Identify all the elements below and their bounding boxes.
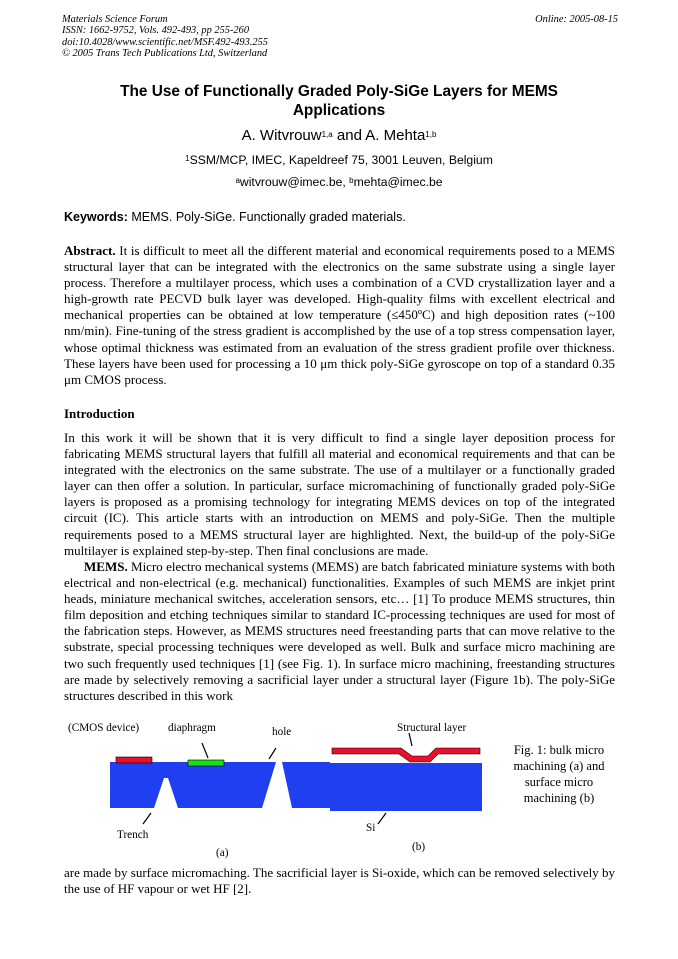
- author-1-name: A. Witvrouw: [241, 127, 322, 144]
- copyright-line: © 2005 Trans Tech Publications Ltd, Switzerland: [62, 47, 268, 59]
- label-structural-layer: Structural layer: [397, 722, 467, 734]
- si-pointer: [378, 813, 386, 824]
- introduction-paragraph: In this work it will be shown that it is very difficult to find a single layer deposition process for fabricating MEMS structural layers that fulfill all material and economical requirements and that can be integrated with the electronics on the same substrate. The use of a multilayer or a functionally graded layer can then offer a solution. In particular, surface micromachining of functionally graded poly-SiGe layers is proposed as a promising technology for integrating MEMS devices on top of the integrated circuit (IC). This article starts with an introduction on MEMS and poly-SiGe. Then the multiple requirements posed to a MEMS structural layer are highlighted. Next, the build-up of the poly-SiGe multilayer is explained step-by-step. Then final conclusions are made.: [64, 430, 615, 558]
- label-cmos-device: (CMOS device): [68, 722, 140, 734]
- structural-layer: [332, 748, 480, 762]
- label-si: Si: [366, 822, 376, 834]
- paper-title: [62, 82, 616, 120]
- label-trench: Trench: [117, 829, 149, 841]
- journal-header: [62, 14, 618, 59]
- closing-paragraph: are made by surface micromaching. The sacrificial layer is Si-oxide, which can be removed selectively by the use of HF vapour or wet HF [2].: [64, 865, 615, 897]
- authors-and: and: [332, 127, 366, 144]
- label-a: (a): [216, 847, 229, 859]
- mems-paragraph: [64, 559, 615, 704]
- hole-pointer: [269, 748, 276, 759]
- author-1-sup: 1,a: [321, 130, 333, 139]
- email-b-sup: b: [349, 176, 354, 185]
- affiliation-text: SSM/MCP, IMEC, Kapeldreef 75, 3001 Leuven, Belgium: [189, 153, 493, 167]
- title-line-1: The Use of Functionally Graded Poly-SiGe Layers for MEMS: [120, 83, 558, 100]
- keywords-text: MEMS. Poly-SiGe. Functionally graded materials.: [127, 210, 406, 224]
- bulk-substrate-middle: [226, 762, 276, 808]
- author-2-sup: 1,b: [425, 130, 437, 139]
- email-separator: ,: [342, 175, 350, 189]
- keywords: [64, 209, 616, 225]
- author-emails: [62, 174, 616, 190]
- online-date: Online: 2005-08-15: [535, 14, 618, 25]
- abstract: [64, 243, 615, 388]
- affiliation: [62, 152, 616, 168]
- introduction-heading: Introduction: [64, 406, 135, 421]
- mems-label: MEMS.: [84, 559, 128, 574]
- email-a: witvrouw@imec.be: [239, 175, 343, 189]
- email-b: mehta@imec.be: [353, 175, 443, 189]
- label-hole: hole: [272, 726, 292, 738]
- authors: [62, 127, 616, 145]
- diaphragm-layer: [188, 760, 224, 766]
- doi-line: doi:10.4028/www.scientific.net/MSF.492-493.255: [62, 36, 268, 48]
- bulk-substrate-right: [282, 762, 330, 808]
- figure-1: [64, 716, 616, 862]
- diaphragm-pointer: [202, 743, 208, 758]
- affiliation-sup: 1: [185, 154, 190, 163]
- author-2-name: A. Mehta: [365, 127, 426, 144]
- structural-layer-pointer: [409, 733, 412, 746]
- label-diaphragm: diaphragm: [168, 722, 216, 734]
- surface-substrate: [330, 763, 482, 811]
- abstract-label: Abstract.: [64, 243, 116, 258]
- cmos-device-pad: [116, 757, 152, 763]
- title-line-2: Applications: [292, 102, 386, 119]
- label-b: (b): [412, 841, 426, 853]
- figure-caption: Fig. 1: bulk micro machining (a) and surface micro machining (b): [513, 743, 605, 805]
- keywords-label: Keywords:: [64, 210, 128, 224]
- email-a-sup: a: [235, 176, 240, 185]
- abstract-text: It is difficult to meet all the different material and economical requirements posed to a MEMS structural layer that can be integrated with the electronics on the same substrate using a single layer process. Therefore a multilayer process, which uses a combination of a CVD crystallization layer and a high-growth rate PECVD bulk layer was developed. High-quality films with excellent electrical and mechanical properties can be obtained at low temperature (≤450ºC) and high deposition rates (~100 nm/min). Fine-tuning of the stress gradient is accomplished by the use of a top stress compensation layer, whose optimal thickness was estimated from an evaluation of the stress gradient profile over thickness. These layers have been used for processing a 10 μm thick poly-SiGe gyroscope on top of a standard 0.35 μm CMOS process.: [64, 243, 615, 387]
- mems-text: Micro electro mechanical systems (MEMS) are batch fabricated miniature systems with both electrical and non-electrical (e.g. mechanical) functionalities. Examples of such MEMS are inkjet print heads, miniature mechanical switches, acceleration sensors, etc… [1] To produce MEMS structures, thin film deposition and etching techniques similar to standard IC-processing techniques are used for most of the fabrication steps. However, as MEMS structures need freestanding parts that can move relative to the substrate, special processing techniques were developed as well. Bulk and surface micro machining are two such frequently used techniques [1] (see Fig. 1). In surface micro machining, freestanding structures are made by selectively removing a sacrificial layer under a structural layer (Figure 1b). The poly-SiGe structures described in this work: [64, 559, 615, 703]
- journal-name: Materials Science Forum: [62, 14, 168, 25]
- trench-pointer: [143, 813, 151, 824]
- issn-line: ISSN: 1662-9752, Vols. 492-493, pp 255-260: [62, 25, 250, 37]
